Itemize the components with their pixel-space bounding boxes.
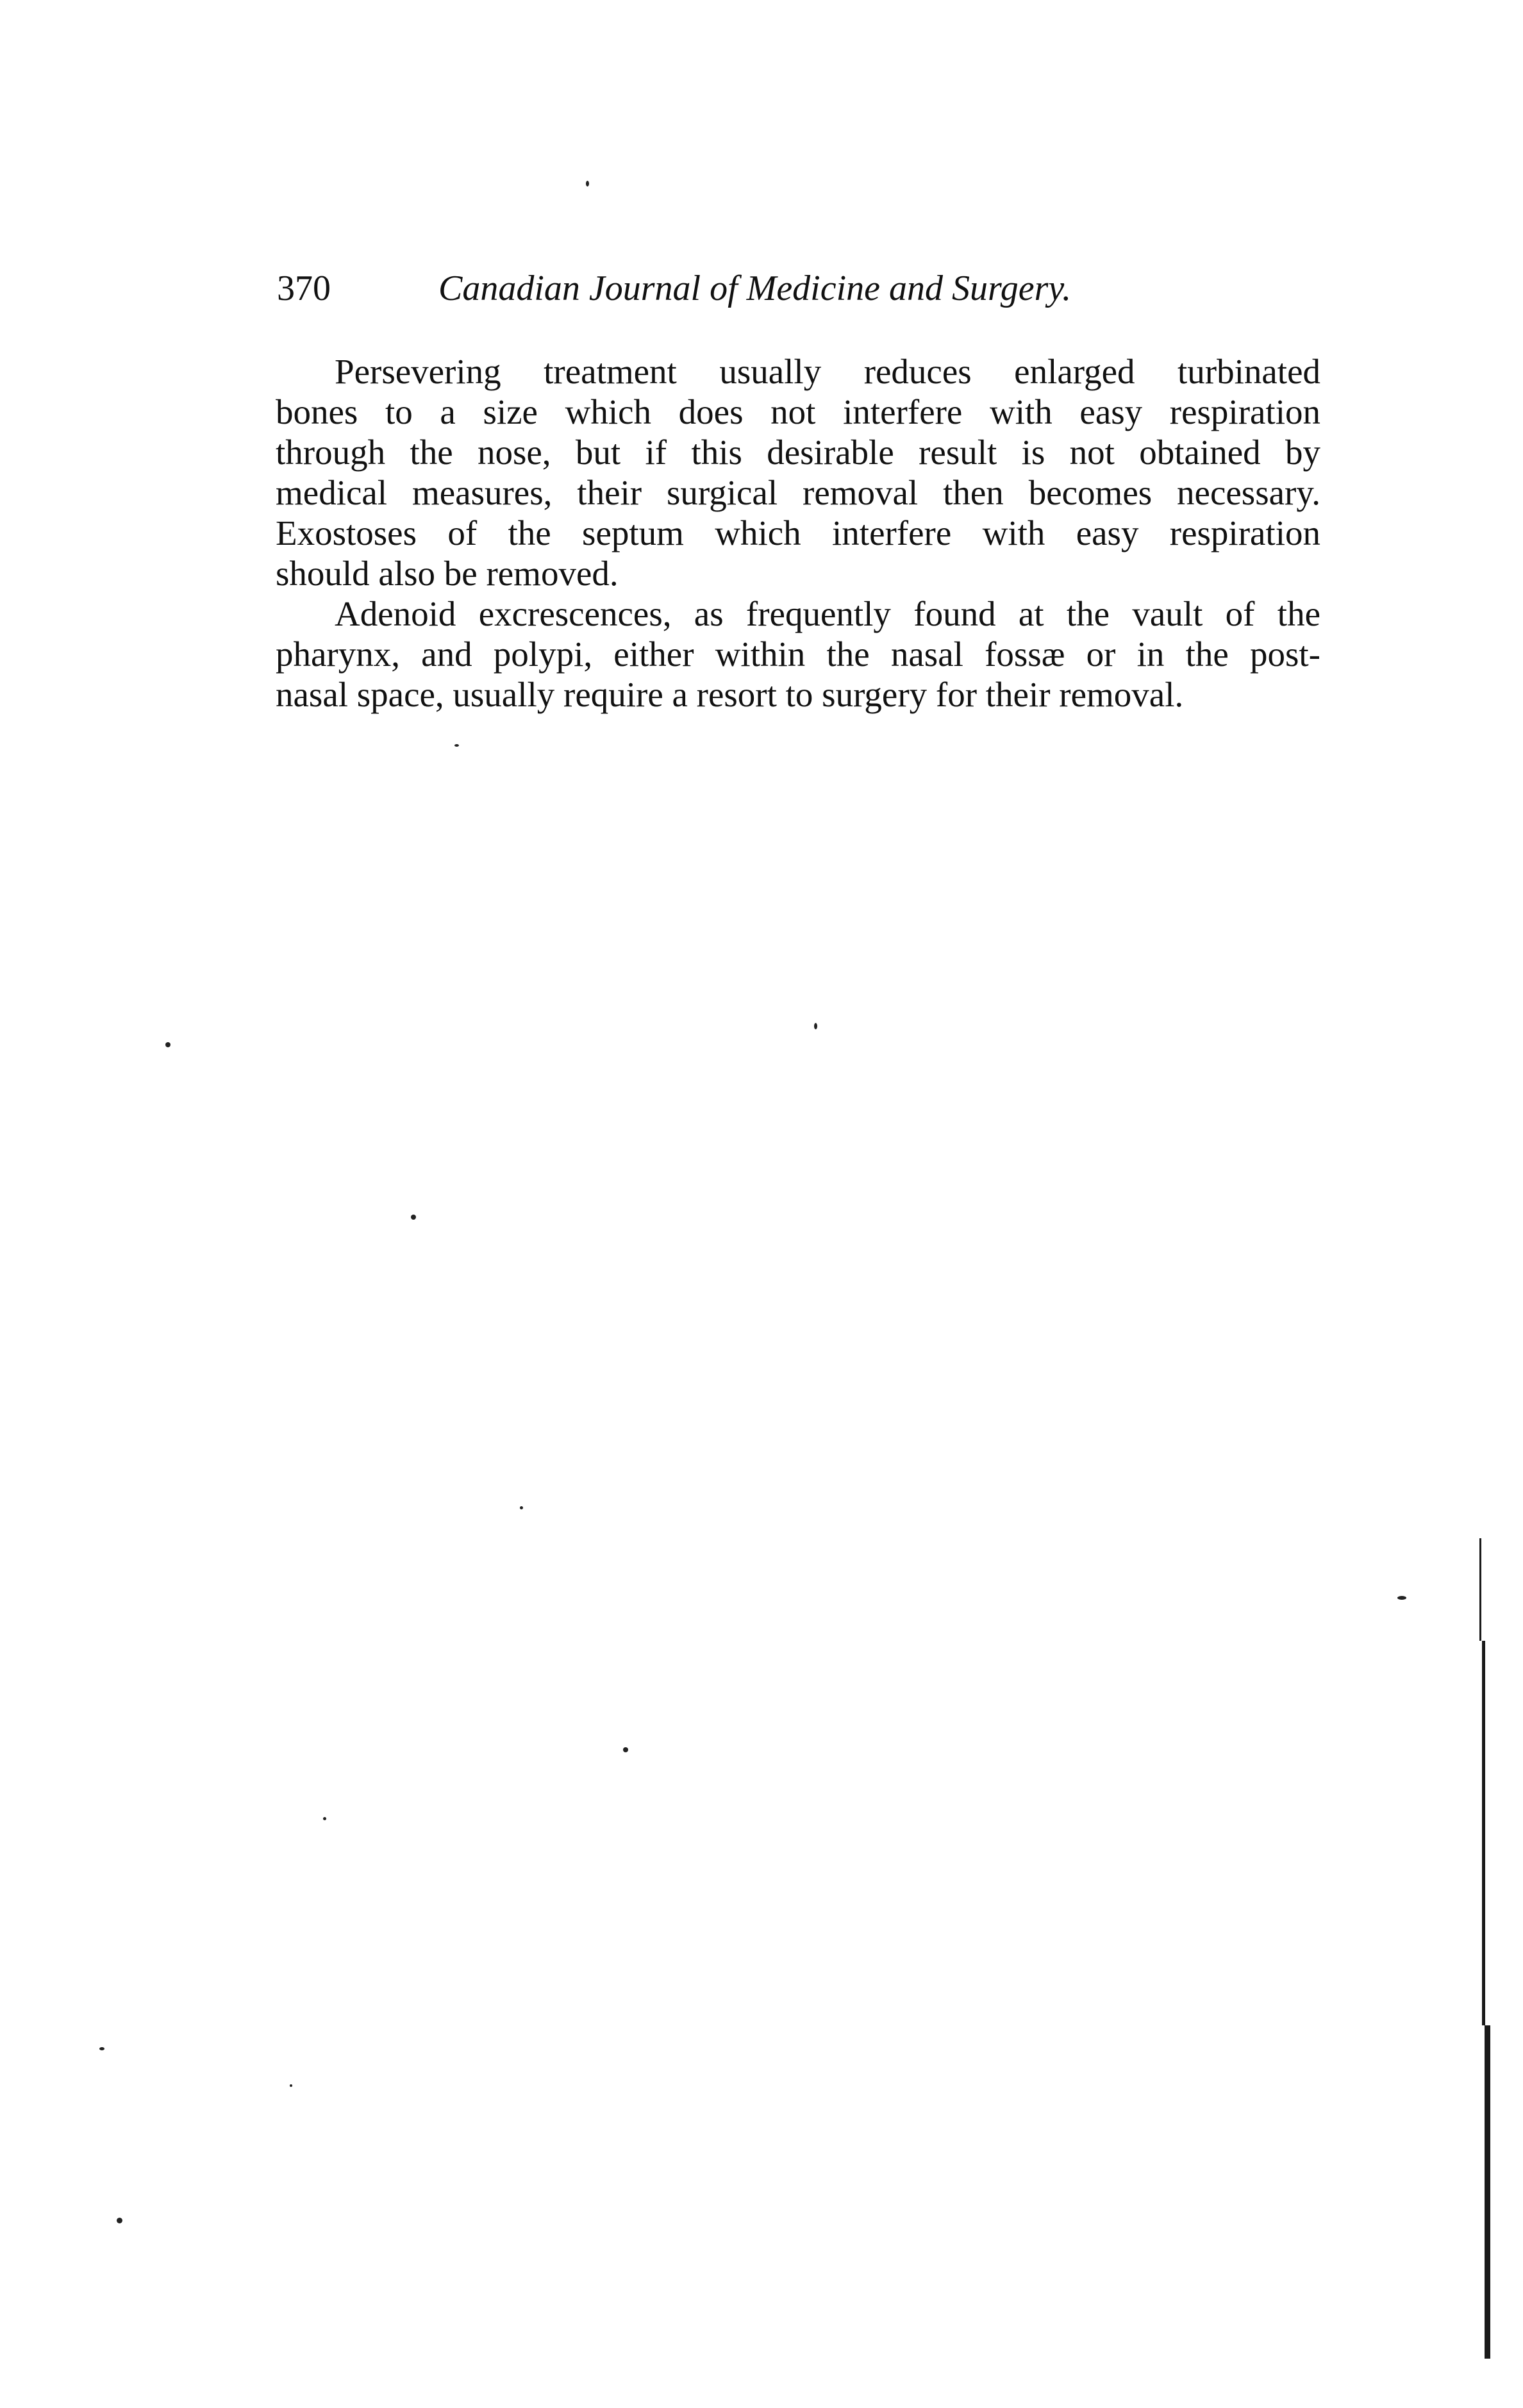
text-line: bones to a size which does not interfere with easy respiration xyxy=(276,392,1320,431)
text-line: Persevering treatment usually reduces enlarged turbinated xyxy=(335,352,1320,391)
text-line: pharynx, and polypi, either within the nasal fossæ or in the post- xyxy=(276,635,1320,674)
text-line: nasal space, usually require a resort to surgery for their removal. xyxy=(276,675,1184,714)
scan-speck xyxy=(623,1747,628,1752)
body-text xyxy=(276,351,1320,715)
scan-speck xyxy=(290,2084,292,2087)
journal-title: Canadian Journal of Medicine and Surgery. xyxy=(438,269,1072,308)
text-line: through the nose, but if this desirable result is not obtained by xyxy=(276,433,1320,472)
scan-speck xyxy=(323,1817,326,1820)
paragraph-adenoid-excrescences xyxy=(276,594,1320,715)
scan-speck xyxy=(520,1506,523,1509)
binding-edge-line xyxy=(1479,1538,1481,1641)
scan-speck xyxy=(1397,1596,1406,1600)
text-line: should also be removed. xyxy=(276,554,619,593)
text-line: Exostoses of the septum which interfere with easy respiration xyxy=(276,513,1320,552)
scan-speck xyxy=(814,1023,817,1029)
scan-speck xyxy=(586,181,589,187)
text-line: medical measures, their surgical removal then becomes necessary. xyxy=(276,473,1320,512)
scan-speck xyxy=(165,1042,171,1047)
binding-edge-line xyxy=(1482,1641,1485,2025)
scan-speck xyxy=(117,2218,122,2223)
scan-speck xyxy=(411,1215,416,1220)
binding-edge-line xyxy=(1485,2025,1490,2359)
scan-speck xyxy=(454,744,459,747)
paragraph-turbinated-bones xyxy=(276,351,1320,594)
scan-speck xyxy=(99,2047,104,2050)
text-line: Adenoid excrescences, as frequently found at the vault of the xyxy=(335,594,1320,633)
page-number: 370 xyxy=(277,269,331,308)
running-head xyxy=(277,263,1200,314)
